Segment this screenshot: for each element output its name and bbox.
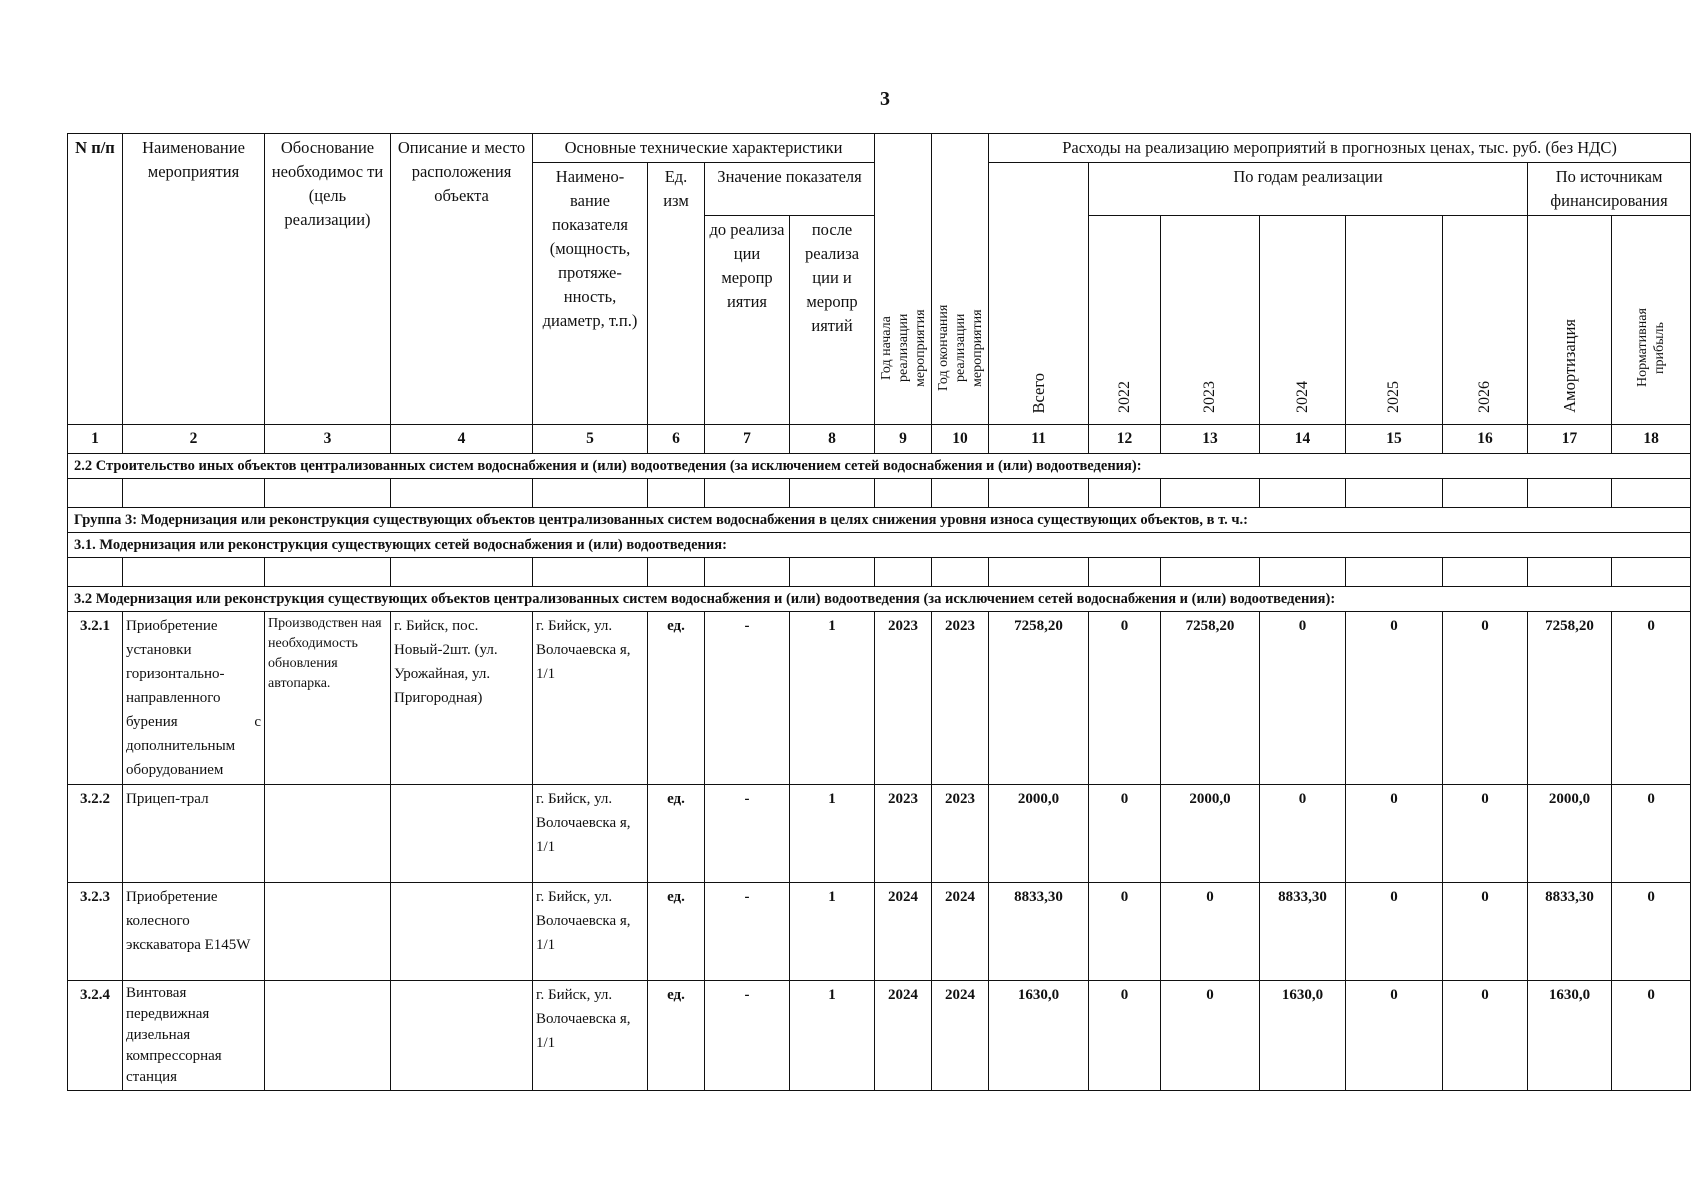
table-row (68, 883, 1691, 981)
cost-2025: 0 (1346, 981, 1443, 1091)
table-row (68, 785, 1691, 883)
year-end: 2023 (932, 785, 989, 883)
column-number: 1 (68, 425, 123, 454)
cost-2026: 0 (1443, 785, 1528, 883)
total-cost: 8833,30 (989, 883, 1089, 981)
header-row-1 (68, 134, 1691, 163)
cost-2025: 0 (1346, 612, 1443, 785)
col-name-header: Наименование мероприятия (123, 134, 265, 425)
cost-2022: 0 (1089, 883, 1161, 981)
total-cost: 1630,0 (989, 981, 1089, 1091)
indicator-name: г. Бийск, ул. Волочаевска я, 1/1 (533, 981, 648, 1091)
object-description: г. Бийск, пос. Новый-2шт. (ул. Урожайная, ул. Пригородная) (391, 612, 533, 785)
column-number: 3 (265, 425, 391, 454)
cost-2025: 0 (1346, 883, 1443, 981)
object-description (391, 883, 533, 981)
year-end: 2023 (932, 612, 989, 785)
by-years-header: По годам реализации (1089, 163, 1528, 216)
amortization-header: Амортизация (1528, 216, 1612, 425)
cost-2022: 0 (1089, 785, 1161, 883)
tech-group-header: Основные технические характеристики (533, 134, 875, 163)
tech-value-header: Значение показателя (705, 163, 875, 216)
page-number: 3 (880, 88, 890, 110)
cost-2024: 0 (1260, 785, 1346, 883)
column-number: 13 (1161, 425, 1260, 454)
cost-2022: 0 (1089, 981, 1161, 1091)
investment-program-table (67, 133, 1691, 1091)
total-cost: 7258,20 (989, 612, 1089, 785)
cost-2023: 0 (1161, 883, 1260, 981)
year-2024-header: 2024 (1260, 216, 1346, 425)
cost-2022: 0 (1089, 612, 1161, 785)
column-number: 8 (790, 425, 875, 454)
amortization: 1630,0 (1528, 981, 1612, 1091)
cost-2024: 0 (1260, 612, 1346, 785)
value-before: - (705, 981, 790, 1091)
measure-name: Приобретение установки горизонтально- направленного бурения с дополнительным оборудованием (123, 612, 265, 785)
value-before: - (705, 785, 790, 883)
table-row (68, 612, 1691, 785)
measure-reason: Производствен ная необходимость обновления автопарка. (265, 612, 391, 785)
costs-group-header: Расходы на реализацию мероприятий в прогнозных ценах, тыс. руб. (без НДС) (989, 134, 1691, 163)
year-2023-header: 2023 (1161, 216, 1260, 425)
section-row-3-1 (68, 533, 1691, 558)
indicator-name: г. Бийск, ул. Волочаевска я, 1/1 (533, 785, 648, 883)
year-2026-header: 2026 (1443, 216, 1528, 425)
amortization: 8833,30 (1528, 883, 1612, 981)
column-number: 4 (391, 425, 533, 454)
amortization: 7258,20 (1528, 612, 1612, 785)
blank-row (68, 558, 1691, 587)
indicator-name: г. Бийск, ул. Волочаевска я, 1/1 (533, 612, 648, 785)
object-description (391, 981, 533, 1091)
measure-name: Винтовая передвижная дизельная компрессорная станция (123, 981, 265, 1091)
value-after: 1 (790, 981, 875, 1091)
measure-name: Прицеп-трал (123, 785, 265, 883)
table-row (68, 981, 1691, 1091)
unit: ед. (648, 883, 705, 981)
tech-unit-header: Ед. изм (648, 163, 705, 425)
year-start: 2024 (875, 981, 932, 1091)
cost-2026: 0 (1443, 981, 1528, 1091)
year-start-header: Год начала реализации мероприятия (875, 134, 932, 425)
tech-before-header: до реализа ции меропр иятия (705, 216, 790, 425)
year-start: 2024 (875, 883, 932, 981)
column-number: 14 (1260, 425, 1346, 454)
section-title: 3.2 Модернизация или реконструкция существующих объектов централизованных систем водоснабжения и (или) водоотведения (за исключением сетей водоснабжения и (или) водоотведения): (68, 587, 1691, 612)
row-number: 3.2.1 (68, 612, 123, 785)
year-start: 2023 (875, 785, 932, 883)
total-cost: 2000,0 (989, 785, 1089, 883)
section-row-group-3 (68, 508, 1691, 533)
unit: ед. (648, 785, 705, 883)
column-number: 17 (1528, 425, 1612, 454)
col-desc-header: Описание и место расположения объекта (391, 134, 533, 425)
indicator-name: г. Бийск, ул. Волочаевска я, 1/1 (533, 883, 648, 981)
column-number: 6 (648, 425, 705, 454)
value-after: 1 (790, 612, 875, 785)
row-number: 3.2.3 (68, 883, 123, 981)
value-after: 1 (790, 883, 875, 981)
blank-row (68, 479, 1691, 508)
cost-2025: 0 (1346, 785, 1443, 883)
year-end: 2024 (932, 981, 989, 1091)
value-before: - (705, 883, 790, 981)
section-row-3-2 (68, 587, 1691, 612)
unit: ед. (648, 981, 705, 1091)
column-number: 11 (989, 425, 1089, 454)
section-row-2-2 (68, 454, 1691, 479)
cost-2023: 2000,0 (1161, 785, 1260, 883)
tech-after-header: после реализа ции и меропр иятий (790, 216, 875, 425)
year-end: 2024 (932, 883, 989, 981)
measure-reason (265, 785, 391, 883)
cost-2023: 0 (1161, 981, 1260, 1091)
normative-profit: 0 (1612, 785, 1691, 883)
measure-reason (265, 981, 391, 1091)
by-sources-header: По источникам финансирования (1528, 163, 1691, 216)
cost-2023: 7258,20 (1161, 612, 1260, 785)
column-number: 16 (1443, 425, 1528, 454)
year-2022-header: 2022 (1089, 216, 1161, 425)
section-title: Группа 3: Модернизация или реконструкция существующих объектов централизованных систем водоснабжения в целях снижения уровня износа существующих объектов, в т. ч.: (68, 508, 1691, 533)
object-description (391, 785, 533, 883)
column-number: 10 (932, 425, 989, 454)
value-before: - (705, 612, 790, 785)
cost-2024: 1630,0 (1260, 981, 1346, 1091)
cost-2026: 0 (1443, 612, 1528, 785)
year-end-header: Год окончания реализации мероприятия (932, 134, 989, 425)
column-number: 7 (705, 425, 790, 454)
unit: ед. (648, 612, 705, 785)
section-title: 3.1. Модернизация или реконструкция существующих сетей водоснабжения и (или) водоотведения: (68, 533, 1691, 558)
col-reason-header: Обоснование необходимос ти (цель реализации) (265, 134, 391, 425)
column-number: 9 (875, 425, 932, 454)
year-2025-header: 2025 (1346, 216, 1443, 425)
normative-profit: 0 (1612, 883, 1691, 981)
column-numbers-row (68, 425, 1691, 454)
normative-profit: 0 (1612, 612, 1691, 785)
column-number: 2 (123, 425, 265, 454)
column-number: 12 (1089, 425, 1161, 454)
profit-header: Нормативная прибыль (1612, 216, 1691, 425)
year-start: 2023 (875, 612, 932, 785)
row-number: 3.2.4 (68, 981, 123, 1091)
row-number: 3.2.2 (68, 785, 123, 883)
column-number: 5 (533, 425, 648, 454)
amortization: 2000,0 (1528, 785, 1612, 883)
measure-name: Приобретение колесного экскаватора E145W (123, 883, 265, 981)
total-header: Всего (989, 163, 1089, 425)
cost-2024: 8833,30 (1260, 883, 1346, 981)
measure-reason (265, 883, 391, 981)
cost-2026: 0 (1443, 883, 1528, 981)
section-title: 2.2 Строительство иных объектов централизованных систем водоснабжения и (или) водоотведения (за исключением сетей водоснабжения и (или) водоотведения): (68, 454, 1691, 479)
column-number: 18 (1612, 425, 1691, 454)
col-num-header: N п/п (68, 134, 123, 425)
column-number: 15 (1346, 425, 1443, 454)
value-after: 1 (790, 785, 875, 883)
tech-name-header: Наимено- вание показателя (мощность, протяже- нность, диаметр, т.п.) (533, 163, 648, 425)
normative-profit: 0 (1612, 981, 1691, 1091)
